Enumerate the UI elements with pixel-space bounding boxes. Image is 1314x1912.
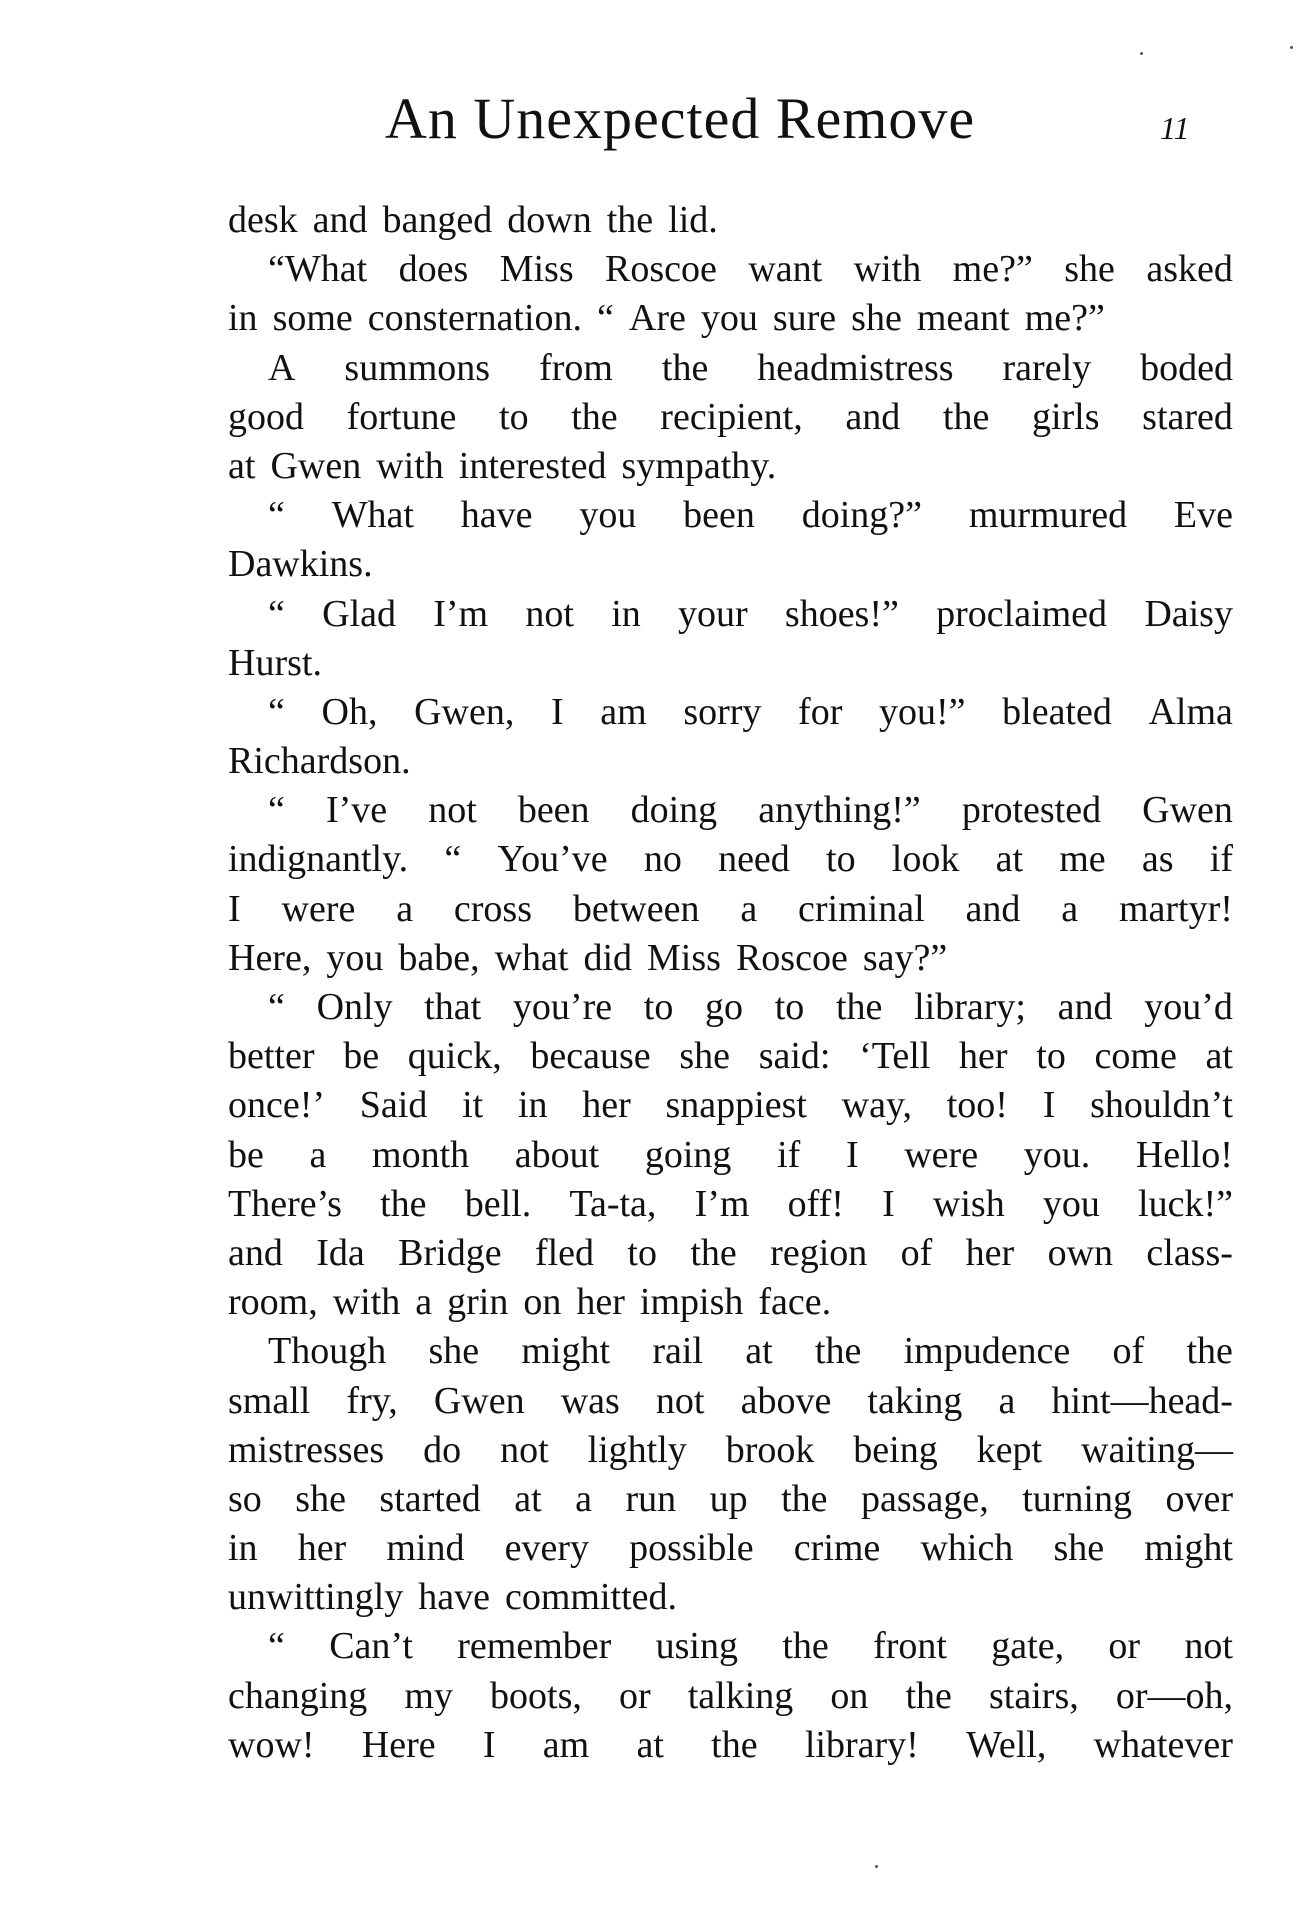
word: look <box>891 838 960 881</box>
word: shoes!” <box>784 592 899 635</box>
word: at <box>1205 1035 1233 1078</box>
word: with <box>332 1281 401 1324</box>
word: I <box>482 1723 496 1766</box>
word: her <box>576 1281 625 1324</box>
word: turning <box>1022 1477 1132 1520</box>
word: the <box>1186 1330 1233 1373</box>
word: she <box>1064 248 1115 291</box>
word: babe, <box>398 936 480 979</box>
word: with <box>376 444 444 487</box>
word: not <box>1184 1625 1233 1668</box>
word: Gwen <box>270 444 362 487</box>
word: the <box>942 395 990 438</box>
word: hint—head- <box>1051 1379 1233 1422</box>
word: were <box>904 1133 979 1176</box>
word: bell. <box>464 1182 532 1225</box>
text-line <box>228 540 1233 589</box>
text-line <box>228 1672 1233 1721</box>
word: “What <box>268 248 368 291</box>
word: did <box>583 936 633 979</box>
word: does <box>398 248 469 291</box>
word: you <box>579 494 637 537</box>
word: or <box>1108 1625 1141 1668</box>
word: be <box>228 1133 264 1176</box>
body-text <box>228 196 1233 1770</box>
word: A <box>268 346 296 389</box>
word: go <box>705 986 744 1028</box>
word: once!’ <box>228 1084 326 1127</box>
text-line <box>228 885 1233 934</box>
word: a <box>396 887 414 930</box>
word: said: <box>758 1035 831 1078</box>
word: ‘Tell <box>859 1035 931 1078</box>
word: too! <box>946 1084 1008 1127</box>
word: fortune <box>346 395 457 438</box>
word: at <box>745 1330 773 1373</box>
word: it <box>462 1084 484 1127</box>
word: in <box>517 1084 548 1127</box>
page-number: 11 <box>1160 110 1190 146</box>
word: proclaimed <box>936 592 1108 635</box>
word: library; <box>914 986 1026 1028</box>
word: protested <box>961 789 1102 832</box>
text-line <box>228 1278 1233 1327</box>
word: you!” <box>878 690 966 733</box>
word: for <box>798 690 843 733</box>
text-line <box>228 245 1233 294</box>
word: snappiest <box>665 1084 807 1127</box>
page-speck <box>1290 46 1293 49</box>
word: using <box>655 1625 738 1668</box>
word: “ <box>597 297 614 340</box>
word: her <box>965 1231 1015 1274</box>
word: she <box>428 1330 480 1373</box>
word: There’s <box>228 1182 342 1225</box>
word: month <box>372 1133 470 1176</box>
word: were <box>281 887 356 930</box>
word: and <box>1057 986 1113 1028</box>
word: the <box>690 1231 737 1274</box>
word: the <box>905 1674 952 1717</box>
word: from <box>539 346 613 389</box>
word: the <box>814 1330 862 1373</box>
word: Miss <box>499 248 574 291</box>
word: passage, <box>861 1477 989 1520</box>
word: in <box>611 592 641 635</box>
word: Ida <box>316 1231 365 1274</box>
word: between <box>572 887 700 930</box>
word: wow! <box>228 1723 315 1766</box>
word: remember <box>457 1625 612 1668</box>
word: way, <box>841 1084 913 1127</box>
word: me?” <box>952 248 1033 291</box>
word: good <box>228 395 304 438</box>
text-line <box>228 1377 1233 1426</box>
word: to <box>499 395 529 438</box>
word: her <box>959 1035 1008 1078</box>
word: waiting— <box>1081 1428 1233 1471</box>
word: luck!” <box>1138 1182 1233 1225</box>
word: up <box>709 1477 748 1520</box>
word: on <box>830 1674 869 1717</box>
word: better <box>228 1035 315 1078</box>
word: Alma <box>1148 690 1233 733</box>
word: a <box>415 1281 433 1324</box>
word: “ <box>268 690 285 733</box>
word: doing?” <box>801 494 922 537</box>
word: Roscoe <box>605 248 717 291</box>
word: room, <box>228 1281 318 1324</box>
word: meant <box>916 297 1010 340</box>
word: run <box>625 1477 677 1520</box>
word: interested <box>458 444 607 487</box>
word: Ta-ta, <box>569 1182 657 1225</box>
word: wish <box>932 1182 1005 1225</box>
word: have <box>418 1576 490 1619</box>
word: to <box>826 838 856 881</box>
word: to <box>774 986 805 1028</box>
word: murmured <box>968 494 1128 537</box>
word: Richardson. <box>228 740 411 783</box>
word: you’re <box>512 986 613 1028</box>
text-line <box>228 1180 1233 1229</box>
word: in <box>228 1527 258 1570</box>
text-line <box>228 1524 1233 1573</box>
word: been <box>517 789 590 832</box>
word: bleated <box>1002 690 1112 733</box>
word: impudence <box>903 1330 1071 1373</box>
text-line <box>228 1573 1233 1622</box>
word: quick, <box>407 1035 502 1078</box>
word: Dawkins. <box>228 543 373 586</box>
word: at <box>514 1477 542 1520</box>
word: no <box>643 838 682 881</box>
text-line <box>228 688 1233 737</box>
word: to <box>1036 1035 1066 1078</box>
word: being <box>853 1428 938 1471</box>
word: Bridge <box>398 1231 502 1274</box>
word: Hello! <box>1135 1133 1233 1176</box>
word: own <box>1047 1231 1114 1274</box>
word: fry, <box>346 1379 398 1422</box>
text-line <box>228 1131 1233 1180</box>
text-line <box>228 983 1233 1032</box>
word: over <box>1165 1477 1233 1520</box>
word: or <box>619 1674 651 1717</box>
word: you <box>700 297 758 340</box>
word: and <box>228 1231 283 1274</box>
word: I <box>1042 1084 1056 1127</box>
word: doing <box>630 789 718 832</box>
text-line <box>228 294 1233 343</box>
word: have <box>460 494 533 537</box>
word: you <box>1042 1182 1100 1225</box>
word: I’ve <box>325 789 388 832</box>
page-speck <box>875 1865 878 1868</box>
word: some <box>272 297 353 340</box>
word: library! <box>804 1723 919 1766</box>
word: cross <box>453 887 533 930</box>
text-line <box>228 1426 1233 1475</box>
word: boots, <box>490 1674 582 1717</box>
word: not <box>500 1428 549 1471</box>
word: shouldn’t <box>1090 1084 1233 1127</box>
word: committed. <box>504 1576 677 1619</box>
word: be <box>343 1035 380 1078</box>
word: that <box>424 986 482 1028</box>
word: she <box>851 297 902 340</box>
text-line <box>228 1721 1233 1770</box>
word: Only <box>316 986 393 1028</box>
word: and <box>845 395 901 438</box>
word: if <box>1209 838 1233 881</box>
word: What <box>331 494 414 537</box>
word: boded <box>1140 346 1233 389</box>
word: you’d <box>1144 986 1233 1028</box>
word: Here <box>361 1723 436 1766</box>
word: Daisy <box>1144 592 1233 635</box>
text-line <box>228 442 1233 491</box>
word: come <box>1094 1035 1177 1078</box>
text-line <box>228 934 1233 983</box>
word: the <box>606 199 654 241</box>
word: Gwen <box>433 1379 525 1422</box>
text-line <box>228 1622 1233 1671</box>
text-line <box>228 344 1233 393</box>
word: what <box>494 936 569 979</box>
word: desk <box>228 199 298 241</box>
word: impish <box>639 1281 744 1324</box>
word: “ <box>268 986 285 1028</box>
word: recipient, <box>660 395 803 438</box>
word: above <box>740 1379 832 1422</box>
word: me <box>1059 838 1106 881</box>
word: indignantly. <box>228 838 409 881</box>
word: was <box>560 1379 620 1422</box>
word: the <box>782 1625 829 1668</box>
word: at <box>228 444 256 487</box>
text-line <box>228 737 1233 786</box>
word: crime <box>793 1527 881 1570</box>
word: gate, <box>991 1625 1065 1668</box>
word: at <box>636 1723 664 1766</box>
text-line <box>228 1081 1233 1130</box>
word: whatever <box>1093 1723 1233 1766</box>
word: down <box>507 199 592 241</box>
word: Are <box>628 297 686 340</box>
word: sympathy. <box>621 444 777 487</box>
word: a <box>309 1133 327 1176</box>
word: brook <box>725 1428 815 1471</box>
word: she <box>1053 1527 1105 1570</box>
word: “ <box>268 789 285 832</box>
word: of <box>900 1231 933 1274</box>
word: and <box>965 887 1021 930</box>
word: the <box>711 1723 758 1766</box>
text-line <box>228 786 1233 835</box>
word: about <box>514 1133 600 1176</box>
word: a <box>740 887 758 930</box>
word: Hurst. <box>228 641 322 684</box>
text-line <box>228 1475 1233 1524</box>
word: Though <box>268 1330 387 1373</box>
text-line <box>228 1032 1233 1081</box>
word: I’m <box>694 1182 750 1225</box>
word: martyr! <box>1118 887 1233 930</box>
word: the <box>661 346 709 389</box>
word: if <box>777 1133 801 1176</box>
word: criminal <box>798 887 925 930</box>
word: grin <box>447 1281 509 1324</box>
word: Miss <box>647 936 721 979</box>
word: so <box>228 1477 262 1520</box>
text-line <box>228 590 1233 639</box>
word: I <box>882 1182 895 1225</box>
word: as <box>1141 838 1174 881</box>
word: “ <box>268 1625 285 1668</box>
word: Eve <box>1173 494 1233 537</box>
word: possible <box>629 1527 754 1570</box>
word: me?” <box>1024 297 1105 340</box>
word: which <box>920 1527 1014 1570</box>
word: do <box>423 1428 462 1471</box>
word: I <box>228 887 241 930</box>
word: stairs, <box>989 1674 1079 1717</box>
word: face. <box>758 1281 832 1324</box>
word: am <box>600 690 647 733</box>
word: consternation. <box>367 297 582 340</box>
word: sure <box>772 297 837 340</box>
word: not <box>525 592 574 635</box>
word: off! <box>787 1182 844 1225</box>
text-line <box>228 196 1233 245</box>
word: on <box>523 1281 562 1324</box>
word: she <box>679 1035 730 1078</box>
text-line <box>228 835 1233 884</box>
word: in <box>228 297 258 340</box>
word: I <box>550 690 564 733</box>
word: fled <box>534 1231 595 1274</box>
running-head: An Unexpected Remove <box>385 86 976 151</box>
word: I <box>845 1133 859 1176</box>
word: Gwen, <box>414 690 515 733</box>
word: you <box>326 936 384 979</box>
word: Gwen <box>1142 789 1233 832</box>
word: the <box>781 1477 828 1520</box>
word: “ <box>268 592 285 635</box>
word: not <box>428 789 477 832</box>
word: a <box>575 1477 592 1520</box>
word: front <box>873 1625 947 1668</box>
word: with <box>853 248 922 291</box>
word: Well, <box>966 1723 1047 1766</box>
word: my <box>404 1674 453 1717</box>
word: Oh, <box>321 690 378 733</box>
word: or—oh, <box>1115 1674 1233 1717</box>
word: talking <box>687 1674 794 1717</box>
text-line <box>228 491 1233 540</box>
word: “ <box>444 838 462 881</box>
word: at <box>995 838 1024 881</box>
word: her <box>297 1527 347 1570</box>
word: small <box>228 1379 311 1422</box>
word: banged <box>382 199 493 241</box>
word: your <box>678 592 748 635</box>
word: might <box>521 1330 611 1373</box>
word: might <box>1144 1527 1233 1570</box>
page-speck <box>1140 52 1143 55</box>
word: kept <box>976 1428 1043 1471</box>
word: lid. <box>668 199 718 241</box>
word: mind <box>386 1527 465 1570</box>
word: mistresses <box>228 1428 385 1471</box>
text-line <box>228 639 1233 688</box>
word: taking <box>867 1379 963 1422</box>
word: the <box>380 1182 427 1225</box>
word: unwittingly <box>228 1576 404 1619</box>
word: to <box>643 986 674 1028</box>
word: summons <box>344 346 491 389</box>
word: started <box>379 1477 481 1520</box>
word: I’m <box>433 592 489 635</box>
word: she <box>295 1477 346 1520</box>
word: anything!” <box>758 789 921 832</box>
word: Roscoe <box>735 936 848 979</box>
word: because <box>530 1035 651 1078</box>
word: “ <box>268 494 285 537</box>
word: headmistress <box>757 346 954 389</box>
word: lightly <box>587 1428 687 1471</box>
word: not <box>655 1379 705 1422</box>
word: girls <box>1031 395 1100 438</box>
word: a <box>1061 887 1079 930</box>
word: class- <box>1146 1231 1233 1274</box>
word: going <box>644 1133 732 1176</box>
word: Can’t <box>329 1625 413 1668</box>
word: been <box>683 494 755 537</box>
word: asked <box>1146 248 1233 291</box>
word: changing <box>228 1674 368 1717</box>
word: stared <box>1142 395 1233 438</box>
word: want <box>748 248 823 291</box>
word: Said <box>359 1084 428 1127</box>
word: You’ve <box>497 838 608 881</box>
word: am <box>542 1723 590 1766</box>
word: rail <box>652 1330 703 1373</box>
word: to <box>627 1231 657 1274</box>
text-line <box>228 393 1233 442</box>
word: rarely <box>1002 346 1092 389</box>
word: the <box>835 986 883 1028</box>
word: Here, <box>228 936 312 979</box>
word: and <box>312 199 368 241</box>
text-line <box>228 1229 1233 1278</box>
word: sorry <box>683 690 762 733</box>
word: her <box>582 1084 631 1127</box>
text-line <box>228 1327 1233 1376</box>
word: every <box>504 1527 589 1570</box>
word: Glad <box>322 592 396 635</box>
word: a <box>998 1379 1016 1422</box>
word: you. <box>1023 1133 1091 1176</box>
word: need <box>718 838 790 881</box>
word: the <box>571 395 618 438</box>
word: of <box>1112 1330 1145 1373</box>
word: say?” <box>862 936 948 979</box>
word: region <box>770 1231 868 1274</box>
